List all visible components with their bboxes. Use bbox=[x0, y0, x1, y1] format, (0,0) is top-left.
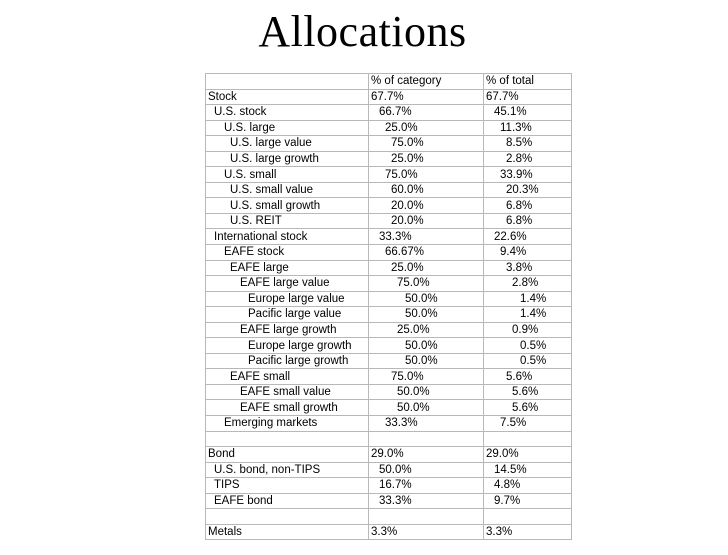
pct-of-total: 1.4% bbox=[484, 291, 572, 307]
table-row bbox=[206, 400, 572, 416]
spacer-cell bbox=[369, 509, 484, 525]
table-row bbox=[206, 338, 572, 354]
table-row bbox=[206, 478, 572, 494]
row-label: Pacific large value bbox=[206, 307, 369, 323]
row-label: EAFE large value bbox=[206, 276, 369, 292]
row-label: U.S. small bbox=[206, 167, 369, 183]
table-row bbox=[206, 136, 572, 152]
pct-of-total: 0.5% bbox=[484, 338, 572, 354]
row-label: U.S. small growth bbox=[206, 198, 369, 214]
pct-of-category: 50.0% bbox=[369, 400, 484, 416]
spacer-cell bbox=[369, 431, 484, 447]
pct-of-category: 33.3% bbox=[369, 416, 484, 432]
table-row bbox=[206, 447, 572, 463]
row-label: EAFE bond bbox=[206, 493, 369, 509]
pct-of-total: 5.6% bbox=[484, 400, 572, 416]
header-cell-category: % of category bbox=[369, 74, 484, 90]
pct-of-category: 20.0% bbox=[369, 198, 484, 214]
row-label: U.S. REIT bbox=[206, 213, 369, 229]
spacer-cell bbox=[206, 509, 369, 525]
row-label: EAFE small value bbox=[206, 384, 369, 400]
spacer-row bbox=[206, 431, 572, 447]
pct-of-category: 20.0% bbox=[369, 213, 484, 229]
pct-of-category: 75.0% bbox=[369, 276, 484, 292]
row-label: Bond bbox=[206, 447, 369, 463]
row-label: Europe large value bbox=[206, 291, 369, 307]
row-label: U.S. stock bbox=[206, 105, 369, 121]
pct-of-total: 8.5% bbox=[484, 136, 572, 152]
row-label: Metals bbox=[206, 524, 369, 540]
pct-of-category: 50.0% bbox=[369, 384, 484, 400]
spacer-row bbox=[206, 509, 572, 525]
pct-of-category: 50.0% bbox=[369, 291, 484, 307]
pct-of-total: 20.3% bbox=[484, 182, 572, 198]
header-row bbox=[206, 74, 572, 90]
pct-of-total: 29.0% bbox=[484, 447, 572, 463]
pct-of-total: 14.5% bbox=[484, 462, 572, 478]
pct-of-total: 22.6% bbox=[484, 229, 572, 245]
pct-of-total: 11.3% bbox=[484, 120, 572, 136]
table-row bbox=[206, 369, 572, 385]
table-row bbox=[206, 353, 572, 369]
table-row bbox=[206, 105, 572, 121]
row-label: Pacific large growth bbox=[206, 353, 369, 369]
pct-of-category: 25.0% bbox=[369, 322, 484, 338]
pct-of-category: 50.0% bbox=[369, 353, 484, 369]
row-label: EAFE large growth bbox=[206, 322, 369, 338]
header-cell-label bbox=[206, 74, 369, 90]
pct-of-category: 29.0% bbox=[369, 447, 484, 463]
table-row bbox=[206, 462, 572, 478]
pct-of-category: 25.0% bbox=[369, 260, 484, 276]
table-row bbox=[206, 291, 572, 307]
pct-of-category: 60.0% bbox=[369, 182, 484, 198]
allocations-table bbox=[205, 73, 572, 540]
pct-of-total: 7.5% bbox=[484, 416, 572, 432]
row-label: TIPS bbox=[206, 478, 369, 494]
page-title: Allocations bbox=[258, 7, 467, 56]
table-row bbox=[206, 182, 572, 198]
table-row bbox=[206, 229, 572, 245]
pct-of-category: 75.0% bbox=[369, 369, 484, 385]
row-label: Emerging markets bbox=[206, 416, 369, 432]
pct-of-total: 6.8% bbox=[484, 213, 572, 229]
pct-of-category: 67.7% bbox=[369, 89, 484, 105]
table-row bbox=[206, 322, 572, 338]
table-row bbox=[206, 493, 572, 509]
row-label: EAFE small growth bbox=[206, 400, 369, 416]
row-label: U.S. bond, non-TIPS bbox=[206, 462, 369, 478]
row-label: U.S. large value bbox=[206, 136, 369, 152]
spacer-cell bbox=[206, 431, 369, 447]
pct-of-total: 9.4% bbox=[484, 245, 572, 261]
pct-of-category: 33.3% bbox=[369, 493, 484, 509]
pct-of-total: 4.8% bbox=[484, 478, 572, 494]
table-row bbox=[206, 524, 572, 540]
row-label: EAFE stock bbox=[206, 245, 369, 261]
pct-of-category: 50.0% bbox=[369, 307, 484, 323]
table-row bbox=[206, 384, 572, 400]
pct-of-total: 0.5% bbox=[484, 353, 572, 369]
table-row bbox=[206, 151, 572, 167]
pct-of-category: 3.3% bbox=[369, 524, 484, 540]
pct-of-category: 50.0% bbox=[369, 462, 484, 478]
spacer-cell bbox=[484, 509, 572, 525]
row-label: EAFE small bbox=[206, 369, 369, 385]
row-label: EAFE large bbox=[206, 260, 369, 276]
pct-of-total: 0.9% bbox=[484, 322, 572, 338]
pct-of-total: 1.4% bbox=[484, 307, 572, 323]
table-row bbox=[206, 260, 572, 276]
row-label: U.S. small value bbox=[206, 182, 369, 198]
table-row bbox=[206, 198, 572, 214]
header-cell-total: % of total bbox=[484, 74, 572, 90]
pct-of-total: 33.9% bbox=[484, 167, 572, 183]
table-row bbox=[206, 276, 572, 292]
pct-of-total: 3.8% bbox=[484, 260, 572, 276]
row-label: International stock bbox=[206, 229, 369, 245]
pct-of-category: 16.7% bbox=[369, 478, 484, 494]
table-row bbox=[206, 307, 572, 323]
row-label: Europe large growth bbox=[206, 338, 369, 354]
pct-of-category: 25.0% bbox=[369, 120, 484, 136]
pct-of-total: 5.6% bbox=[484, 369, 572, 385]
pct-of-total: 3.3% bbox=[484, 524, 572, 540]
pct-of-category: 33.3% bbox=[369, 229, 484, 245]
table-row bbox=[206, 416, 572, 432]
pct-of-category: 75.0% bbox=[369, 167, 484, 183]
pct-of-total: 2.8% bbox=[484, 151, 572, 167]
table-row bbox=[206, 213, 572, 229]
spacer-cell bbox=[484, 431, 572, 447]
pct-of-category: 75.0% bbox=[369, 136, 484, 152]
pct-of-total: 45.1% bbox=[484, 105, 572, 121]
table-row bbox=[206, 167, 572, 183]
pct-of-total: 2.8% bbox=[484, 276, 572, 292]
pct-of-category: 25.0% bbox=[369, 151, 484, 167]
row-label: Stock bbox=[206, 89, 369, 105]
pct-of-total: 9.7% bbox=[484, 493, 572, 509]
pct-of-category: 66.7% bbox=[369, 105, 484, 121]
row-label: U.S. large growth bbox=[206, 151, 369, 167]
pct-of-total: 5.6% bbox=[484, 384, 572, 400]
pct-of-total: 67.7% bbox=[484, 89, 572, 105]
table-row bbox=[206, 120, 572, 136]
pct-of-category: 50.0% bbox=[369, 338, 484, 354]
table-row bbox=[206, 245, 572, 261]
row-label: U.S. large bbox=[206, 120, 369, 136]
pct-of-category: 66.67% bbox=[369, 245, 484, 261]
pct-of-total: 6.8% bbox=[484, 198, 572, 214]
table-row bbox=[206, 89, 572, 105]
